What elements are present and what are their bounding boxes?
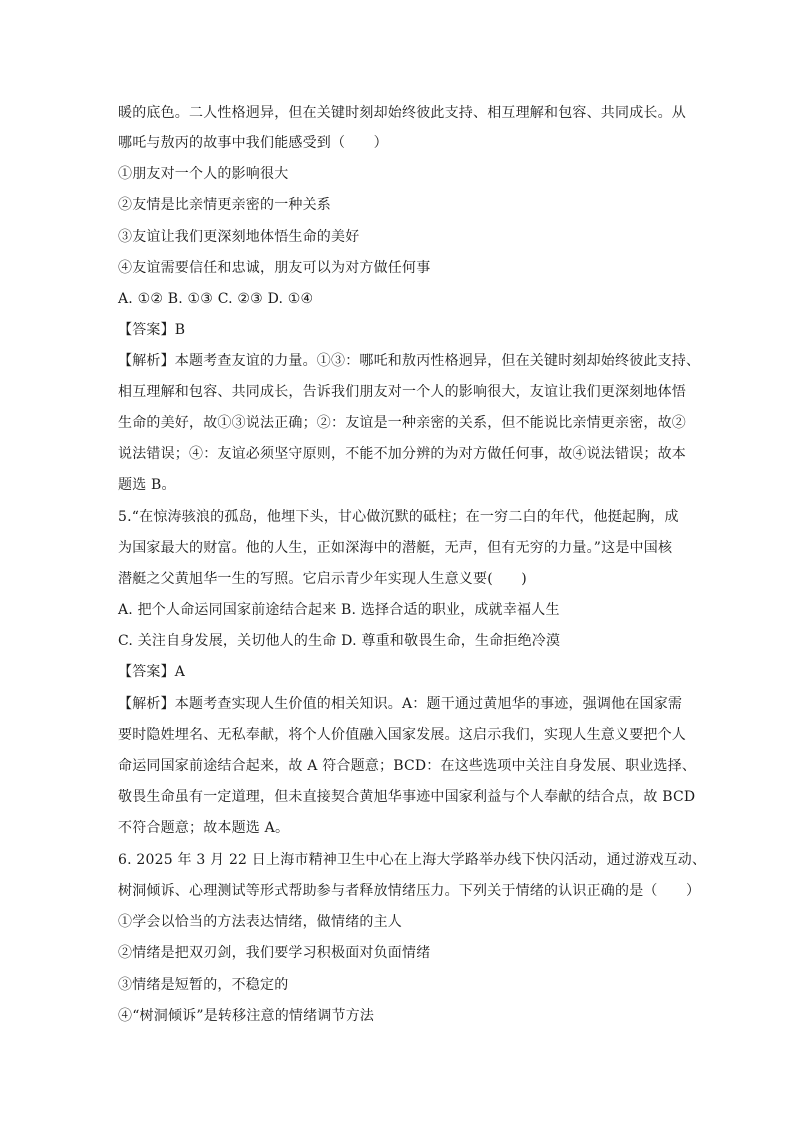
statement-4: ④“树洞倾诉”是转移注意的情绪调节方法 bbox=[118, 1008, 375, 1024]
analysis-line-4: 说法错误；④：友谊必须坚守原则，不能不加分辨的为对方做任何事，故④说法错误；故本 bbox=[118, 446, 686, 462]
analysis-line-5: 题选 B。 bbox=[118, 477, 176, 493]
question-5-stem-line-3: 潜艇之父黄旭华一生的写照。它启示青少年实现人生意义要( ) bbox=[118, 571, 527, 587]
question-4-stem-line-2: 哪吒与敖丙的故事中我们能感受到（ ） bbox=[118, 135, 388, 151]
question-5-options-cd: C. 关注自身发展，关切他人的生命 D. 尊重和敬畏生命，生命拒绝冷漠 bbox=[118, 633, 561, 649]
analysis-line-3: 生命的美好，故①③说法正确；②：友谊是一种亲密的关系，但不能说比亲情更亲密，故② bbox=[118, 415, 686, 431]
statement-1: ①朋友对一个人的影响很大 bbox=[118, 166, 289, 182]
question-5-options-ab: A. 把个人命运同国家前途结合起来 B. 选择合适的职业，成就幸福人生 bbox=[118, 602, 560, 618]
statement-3: ③情绪是短暂的，不稳定的 bbox=[118, 977, 289, 993]
statement-2: ②情绪是把双刃剑，我们要学习积极面对负面情绪 bbox=[118, 945, 431, 961]
analysis-line-4: 敬畏生命虽有一定道理，但未直接契合黄旭华事迹中国家利益与个人奉献的结合点，故 BCD bbox=[118, 789, 696, 805]
analysis-line-1: 【解析】本题考查实现人生价值的相关知识。A：题干通过黄旭华的事迹，强调他在国家需 bbox=[118, 696, 683, 712]
analysis-line-2: 要时隐姓埋名、无私奉献，将个人价值融入国家发展。这启示我们，实现人生意义要把个人 bbox=[118, 727, 686, 743]
answer-options: A. ①② B. ①③ C. ②③ D. ①④ bbox=[118, 291, 314, 307]
statement-3: ③友谊让我们更深刻地体悟生命的美好 bbox=[118, 229, 360, 245]
answer-key: 【答案】A bbox=[118, 664, 186, 680]
question-5-stem-line-2: 为国家最大的财富。他的人生，正如深海中的潜艇，无声，但有无穷的力量。”这是中国核 bbox=[118, 540, 673, 556]
analysis-line-5: 不符合题意；故本题选 A。 bbox=[118, 820, 290, 836]
analysis-line-3: 命运同国家前途结合起来，故 A 符合题意；BCD：在这些选项中关注自身发展、职业选择、 bbox=[118, 758, 697, 774]
statement-4: ④友谊需要信任和忠诚，朋友可以为对方做任何事 bbox=[118, 260, 431, 276]
statement-1: ①学会以恰当的方法表达情绪，做情绪的主人 bbox=[118, 914, 402, 930]
answer-key: 【答案】B bbox=[118, 322, 186, 338]
question-6-stem-line-1: 6. 2025 年 3 月 22 日上海市精神卫生中心在上海大学路举办线下快闪活动，通过游戏互动、 bbox=[118, 852, 707, 868]
question-4-stem-line-1: 暖的底色。二人性格迥异，但在关键时刻却始终彼此支持、相互理解和包容、共同成长。从 bbox=[118, 105, 686, 121]
question-5-stem-line-1: 5.“在惊涛骇浪的孤岛，他埋下头，甘心做沉默的砥柱；在一穷二白的年代，他挺起胸，成 bbox=[118, 509, 679, 525]
analysis-line-2: 相互理解和包容、共同成长，告诉我们朋友对一个人的影响很大，友谊让我们更深刻地体悟 bbox=[118, 384, 686, 400]
question-6-stem-line-2: 树洞倾诉、心理测试等形式帮助参与者释放情绪压力。下列关于情绪的认识正确的是（ ） bbox=[118, 883, 701, 899]
analysis-line-1: 【解析】本题考查友谊的力量。①③：哪吒和敖丙性格迥异，但在关键时刻却始终彼此支持、 bbox=[118, 353, 701, 369]
statement-2: ②友情是比亲情更亲密的一种关系 bbox=[118, 197, 331, 213]
